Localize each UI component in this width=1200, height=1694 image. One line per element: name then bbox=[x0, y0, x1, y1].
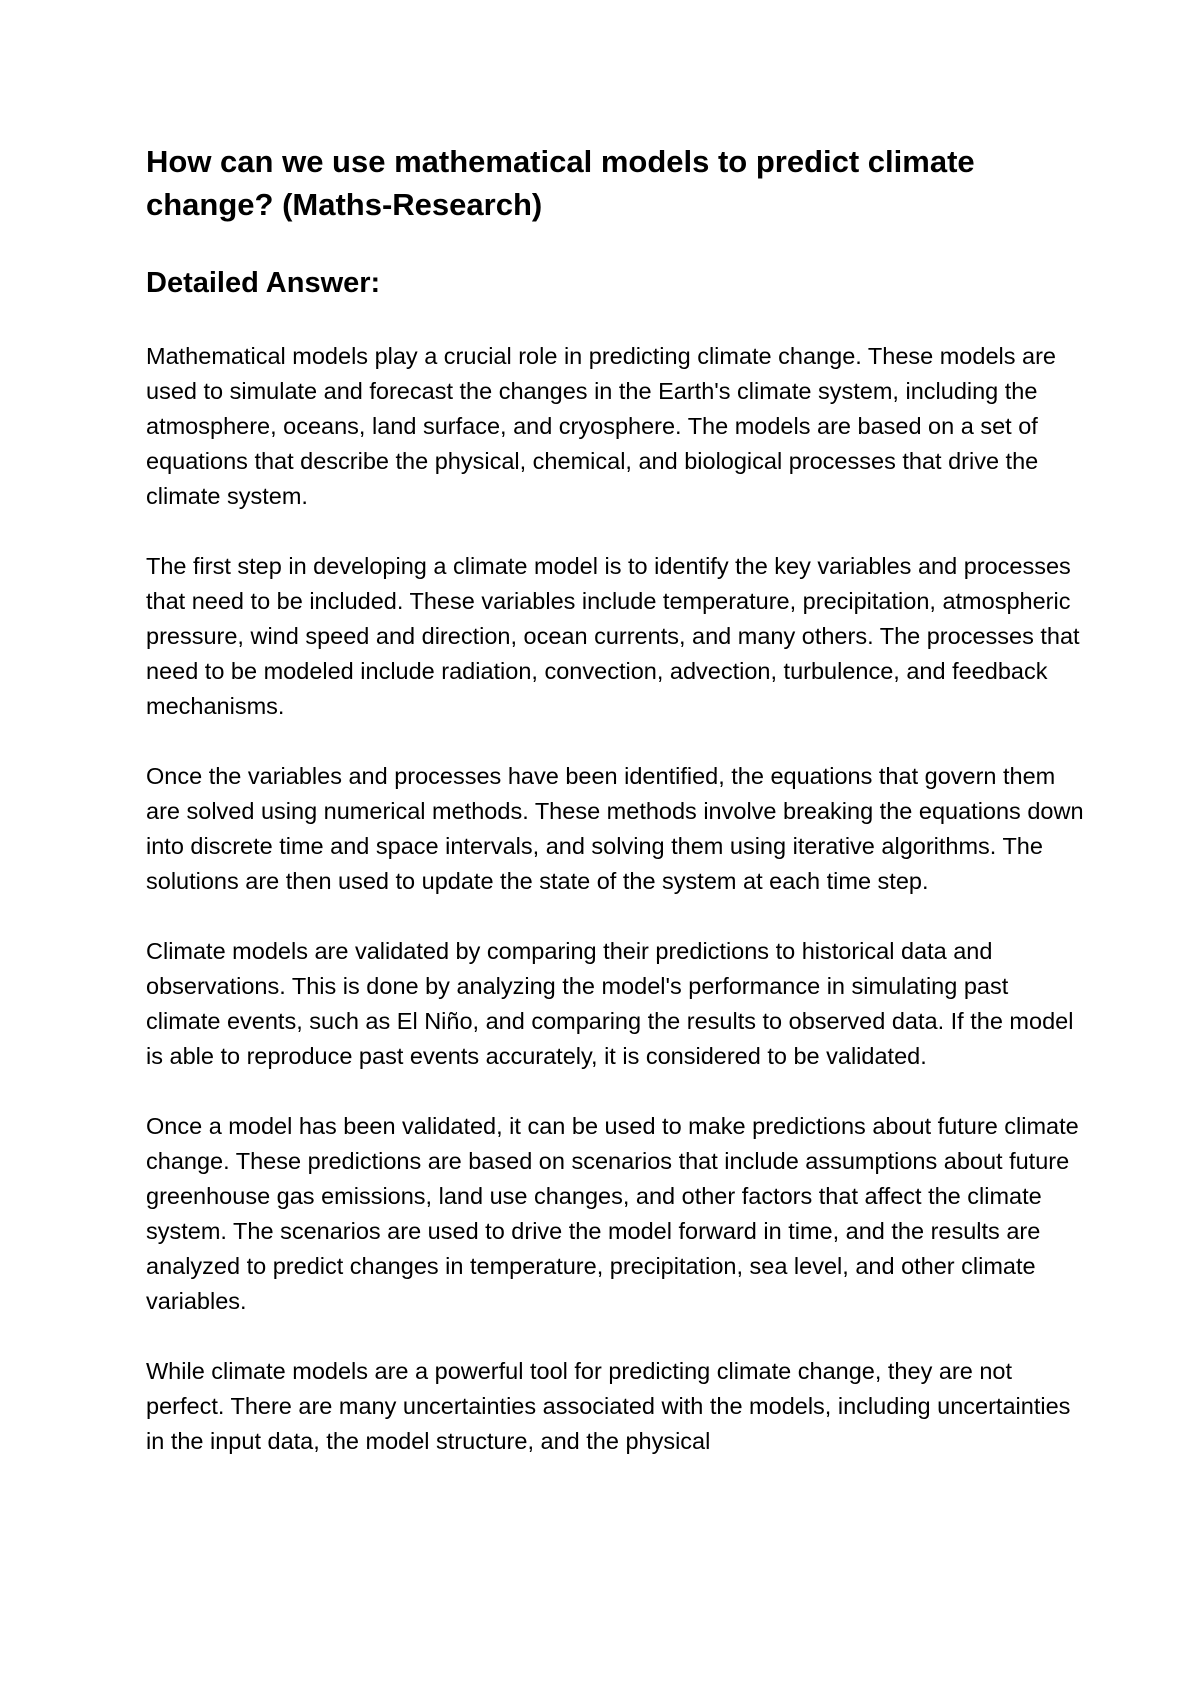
paragraph-3: Once the variables and processes have been identified, the equations that govern them are solved using numerical methods. These methods involve breaking the equations down into discrete time and space intervals, and solving them using iterative algorithms. The solutions are then used to update the state of the system at each time step. bbox=[146, 763, 1084, 894]
answer-heading: Detailed Answer: bbox=[146, 267, 381, 299]
paragraph-2: The first step in developing a climate model is to identify the key variables and processes that need to be included. These variables include temperature, precipitation, atmospheric pressure, wind speed and direction, ocean currents, and many others. The processes that need to be modeled include radiation, convection, advection, turbulence, and feedback mechanisms. bbox=[146, 553, 1080, 719]
document-content bbox=[146, 140, 1086, 1494]
paragraph-5: Once a model has been validated, it can be used to make predictions about future climate change. These predictions are based on scenarios that include assumptions about future greenhouse gas emissions, land use changes, and other factors that affect the climate system. The scenarios are used to drive the model forward in time, and the results are analyzed to predict changes in temperature, precipitation, sea level, and other climate variables. bbox=[146, 1113, 1079, 1314]
paragraph-6: While climate models are a powerful tool for predicting climate change, they are not perfect. There are many uncertainties associated with the models, including uncertainties in the input data, the model structure, and the physical bbox=[146, 1358, 1071, 1454]
paragraph-1: Mathematical models play a crucial role in predicting climate change. These models are used to simulate and forecast the changes in the Earth's climate system, including the atmosphere, oceans, land surface, and cryosphere. The models are based on a set of equations that describe the physical, chemical, and biological processes that drive the climate system. bbox=[146, 343, 1056, 509]
document-title: How can we use mathematical models to predict climate change? (Maths-Research) bbox=[146, 144, 975, 222]
answer-body bbox=[146, 339, 1086, 1459]
paragraph-4: Climate models are validated by comparing their predictions to historical data and observations. This is done by analyzing the model's performance in simulating past climate events, such as El Niño, and comparing the results to observed data. If the model is able to reproduce past events accurately, it is considered to be validated. bbox=[146, 938, 1074, 1069]
